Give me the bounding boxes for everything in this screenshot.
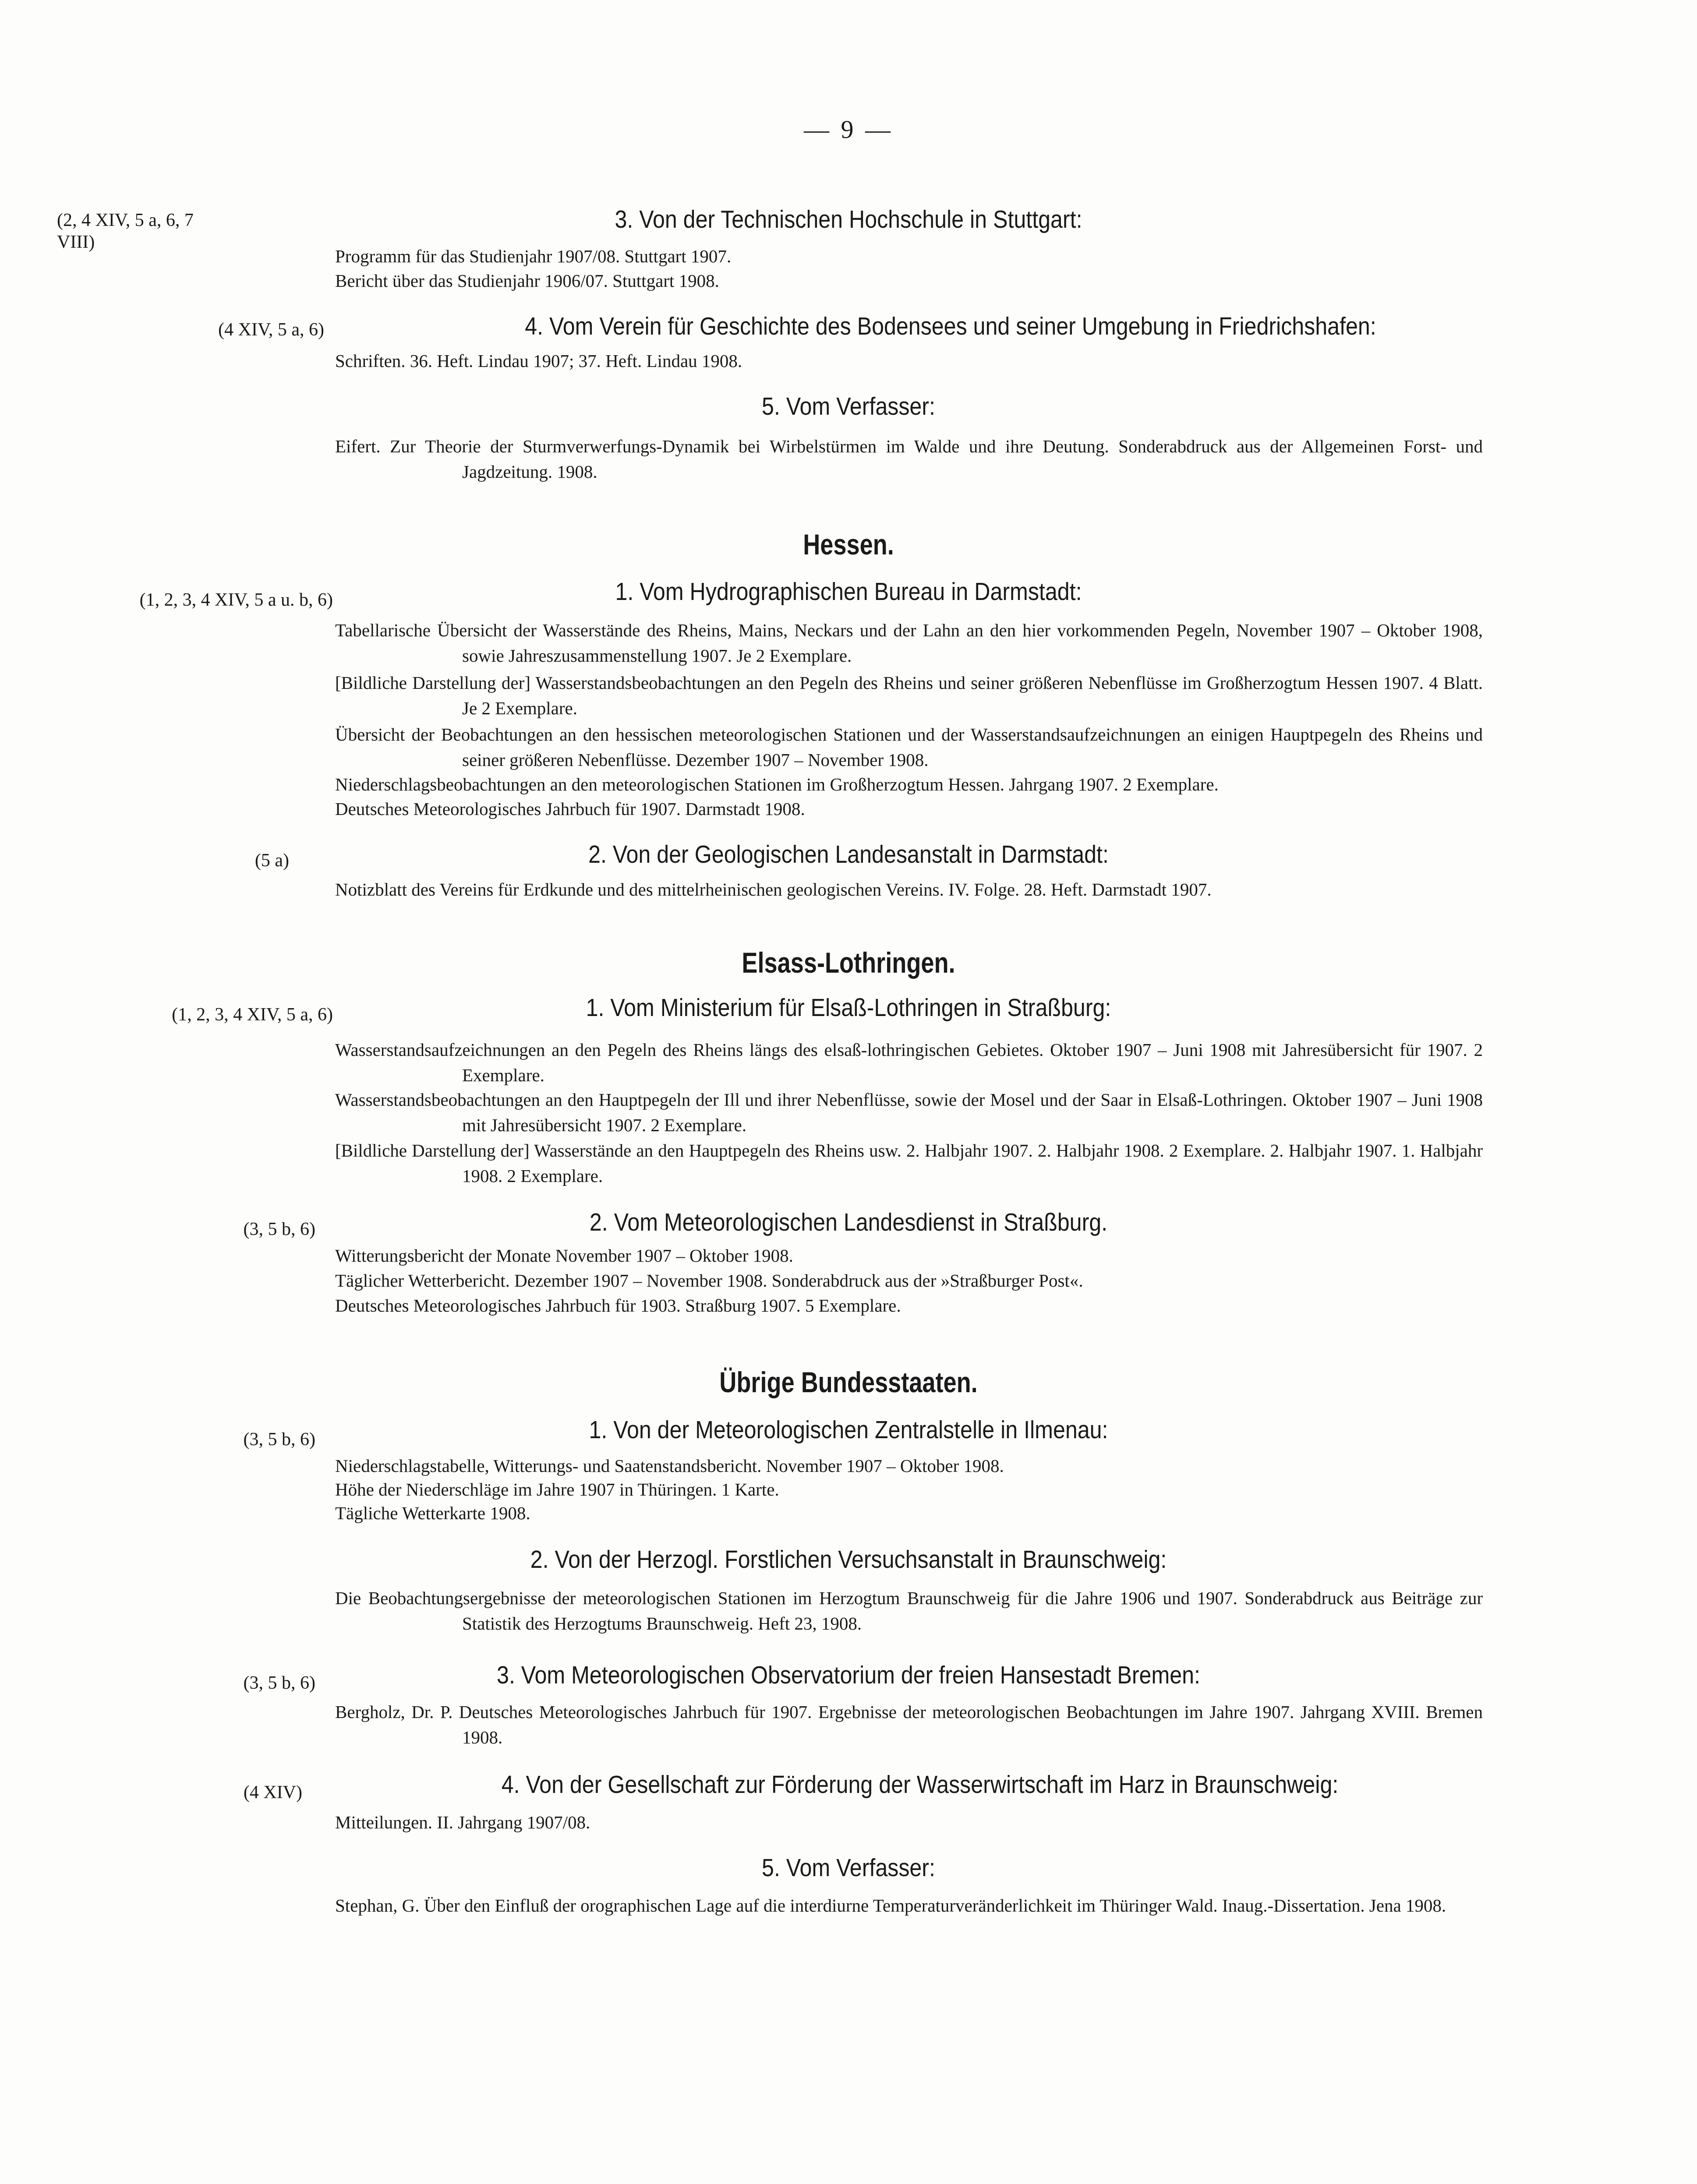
entry-item: Tabellarische Übersicht der Wasserstände des Rheins, Mains, Neckars und der Lahn an den hier vorkommenden Pegeln, November 1907 – Oktober 1908, sowie Jahreszusammenstellung 1907. Je 2 Exemplare.	[335, 620, 1483, 666]
page-number: — 9 —	[804, 115, 893, 144]
entry-item: Witterungsbericht der Monate November 1907 – Oktober 1908.	[335, 1245, 793, 1266]
entry-item: Wasserstandsaufzeichnungen an den Pegeln des Rheins längs des elsaß-lothringischen Gebietes. Oktober 1907 – Juni 1908 mit Jahresübersicht für 1907. 2 Exemplare.	[335, 1040, 1483, 1085]
entry-heading: 4. Von der Gesellschaft zur Förderung der Wasserwirtschaft im Harz in Braunschweig:	[501, 1771, 1339, 1799]
section-title: Übrige Bundesstaaten.	[719, 1366, 978, 1398]
entry-item: Notizblatt des Vereins für Erdkunde und des mittelrheinischen geologischen Vereins. IV. Folge. 28. Heft. Darmstadt 1907.	[335, 879, 1212, 900]
marginal-ref: (3, 5 b, 6)	[243, 1673, 315, 1693]
entry-heading: 3. Vom Meteorologischen Observatorium der freien Hansestadt Bremen:	[497, 1661, 1200, 1689]
entry-heading: 2. Von der Geologischen Landesanstalt in Darmstadt:	[588, 840, 1109, 868]
marginal-ref: (1, 2, 3, 4 XIV, 5 a u. b, 6)	[139, 590, 333, 610]
section-title: Elsass-Lothringen.	[742, 946, 955, 979]
entry-item: Die Beobachtungsergebnisse der meteorologischen Stationen im Herzogtum Braunschweig für die Jahre 1906 und 1907. Sonderabdruck aus Beiträge zur Statistik des Herzogtums Braunschweig. Heft 23, 1908.	[335, 1588, 1483, 1634]
entry-heading: 2. Vom Meteorologischen Landesdienst in Straßburg.	[589, 1208, 1108, 1236]
entry-heading: 1. Von der Meteorologischen Zentralstelle in Ilmenau:	[589, 1416, 1108, 1444]
entry-item: Niederschlagstabelle, Witterungs- und Saatenstandsbericht. November 1907 – Oktober 1908.	[335, 1456, 1004, 1476]
entry-item: Tägliche Wetterkarte 1908.	[335, 1503, 530, 1523]
entry-item: Deutsches Meteorologisches Jahrbuch für 1903. Straßburg 1907. 5 Exemplare.	[335, 1295, 901, 1316]
marginal-ref: (1, 2, 3, 4 XIV, 5 a, 6)	[172, 1005, 333, 1025]
entry-item: Stephan, G. Über den Einfluß der orographischen Lage auf die interdiurne Temperaturveränderlichkeit im Thüringer Wald. Inaug.-Dissertation. Jena 1908.	[335, 1895, 1446, 1916]
entry-item: Bergholz, Dr. P. Deutsches Meteorologisches Jahrbuch für 1907. Ergebnisse der meteorologischen Beobachtungen im Jahre 1907. Jahrgang XVIII. Bremen 1908.	[335, 1702, 1483, 1747]
entry-item: Deutsches Meteorologisches Jahrbuch für 1907. Darmstadt 1908.	[335, 799, 805, 819]
marginal-ref: (3, 5 b, 6)	[243, 1219, 315, 1239]
entry-item: [Bildliche Darstellung der] Wasserstandsbeobachtungen an den Pegeln des Rheins und seiner größeren Nebenflüsse im Großherzogtum Hessen 1907. 4 Blatt. Je 2 Exemplare.	[335, 673, 1483, 718]
marginal-ref: (4 XIV, 5 a, 6)	[218, 320, 324, 340]
entry-heading: 1. Vom Hydrographischen Bureau in Darmstadt:	[615, 578, 1082, 606]
section-title: Hessen.	[803, 528, 894, 561]
entry-item: Mitteilungen. II. Jahrgang 1907/08.	[335, 1812, 590, 1832]
entry-item: Niederschlagsbeobachtungen an den meteorologischen Stationen im Großherzogtum Hessen. Jahrgang 1907. 2 Exemplare.	[335, 774, 1219, 794]
entry-item: Eifert. Zur Theorie der Sturmverwerfungs-Dynamik bei Wirbelstürmen im Walde und ihre Deutung. Sonderabdruck aus der Allgemeinen Forst- und Jagdzeitung. 1908.	[335, 436, 1483, 482]
entry-heading: 5. Vom Verfasser:	[762, 392, 935, 420]
marginal-ref: (3, 5 b, 6)	[243, 1429, 315, 1450]
entry-item: Höhe der Niederschläge im Jahre 1907 in Thüringen. 1 Karte.	[335, 1479, 779, 1500]
entry-item: [Bildliche Darstellung der] Wasserstände an den Hauptpegeln des Rheins usw. 2. Halbjahr 1907. 2. Halbjahr 1908. 2 Exemplare. 2. Halbjahr 1907. 1. Halbjahr 1908. 2 Exemplare.	[335, 1140, 1483, 1186]
marginal-ref: (5 a)	[255, 850, 289, 871]
entry-heading: 5. Vom Verfasser:	[762, 1854, 935, 1882]
marginal-ref: (4 XIV)	[243, 1782, 302, 1803]
entry-item: Übersicht der Beobachtungen an den hessischen meteorologischen Stationen und der Wasserstandsaufzeichnungen an einigen Hauptpegeln des Rheins und seiner größeren Nebenflüsse. Dezember 1907 – November 1908.	[335, 724, 1483, 770]
entry-item: Bericht über das Studienjahr 1906/07. Stuttgart 1908.	[335, 271, 719, 291]
entry-heading: 2. Von der Herzogl. Forstlichen Versuchsanstalt in Braunschweig:	[530, 1545, 1167, 1574]
entry-heading: 4. Vom Verein für Geschichte des Bodensees und seiner Umgebung in Friedrichshafen:	[525, 312, 1376, 340]
entry-heading: 3. Von der Technischen Hochschule in Stuttgart:	[615, 205, 1082, 233]
entry-item: Täglicher Wetterbericht. Dezember 1907 – November 1908. Sonderabdruck aus der »Straßburger Post«.	[335, 1270, 1083, 1291]
entry-heading: 1. Vom Ministerium für Elsaß-Lothringen in Straßburg:	[586, 994, 1111, 1022]
entry-item: Schriften. 36. Heft. Lindau 1907; 37. Heft. Lindau 1908.	[335, 351, 742, 371]
entry-item: Wasserstandsbeobachtungen an den Hauptpegeln der Ill und ihrer Nebenflüsse, sowie der Mosel und der Saar in Elsaß-Lothringen. Oktober 1907 – Juni 1908 mit Jahresübersicht 1907. 2 Exemplare.	[335, 1090, 1483, 1135]
entry-item: Programm für das Studienjahr 1907/08. Stuttgart 1907.	[335, 246, 732, 266]
marginal-ref: (2, 4 XIV, 5 a, 6, 7 VIII)	[57, 210, 194, 252]
